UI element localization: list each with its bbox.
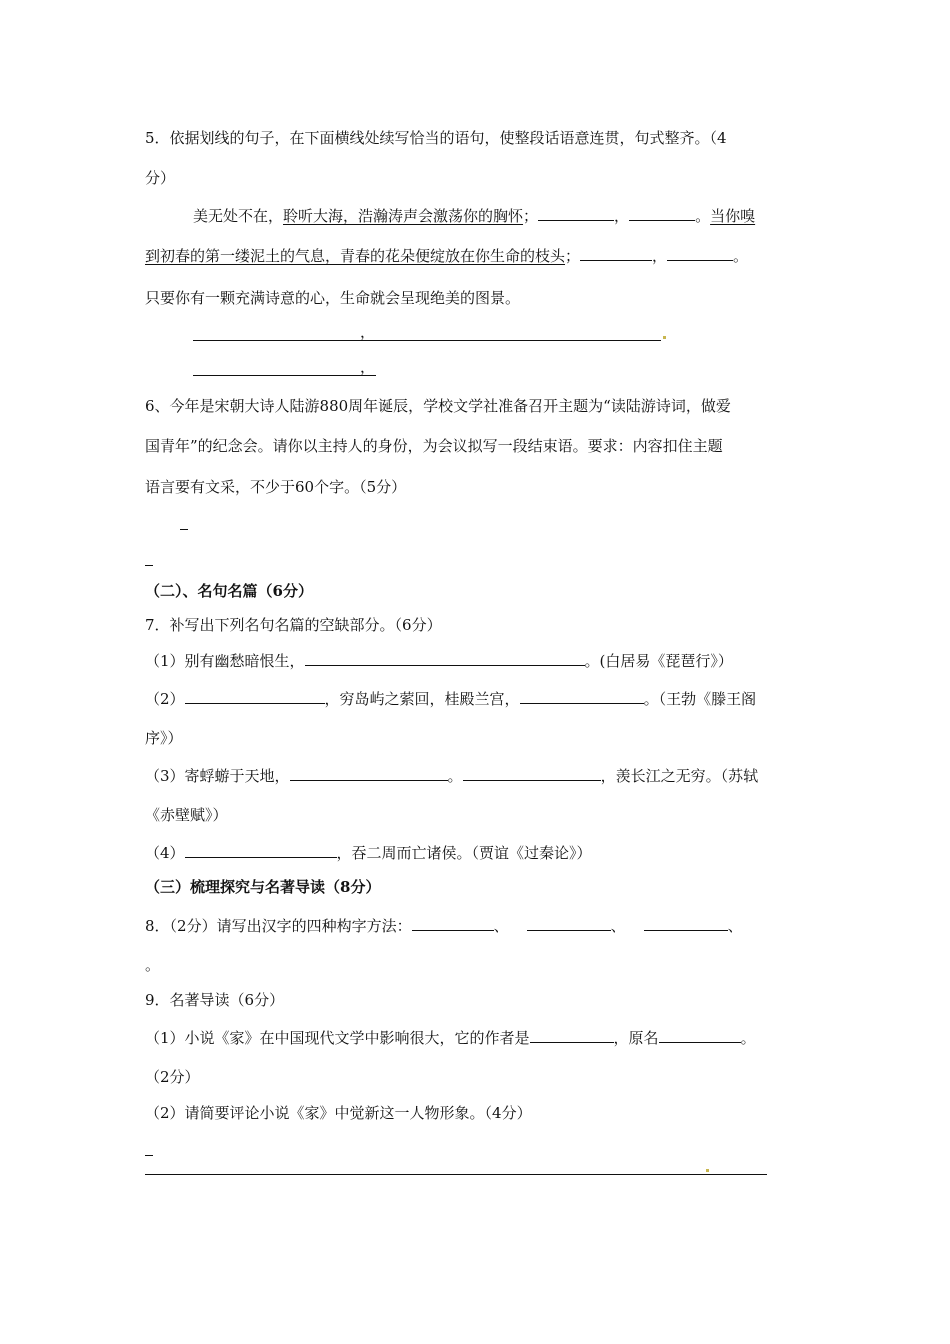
q5-text: ；: [565, 247, 581, 265]
q9-text: ，原名: [613, 1029, 659, 1047]
q5-blank-3[interactable]: [580, 246, 652, 261]
q5-underlined-sentence-2b: 到初春的第一缕泥土的气息，青春的花朵便绽放在你生命的枝头: [145, 247, 566, 265]
q8-blank-3[interactable]: [644, 916, 728, 931]
section-3-title: （三）梳理探究与名著导读（8分）: [145, 878, 381, 896]
q7-text: 。(白居易《琵琶行》）: [584, 652, 733, 670]
q9-text: （1）小说《家》在中国现代文学中影响很大，它的作者是: [145, 1029, 530, 1047]
q7-blank-2[interactable]: [185, 689, 325, 704]
q8-sep: 、: [727, 917, 743, 935]
q6-line3: 语言要有文采，不少于60个字。（5分）: [145, 478, 407, 496]
q5-text: ；: [523, 207, 539, 225]
q7-item-3-cont: 《赤壁赋》）: [145, 806, 228, 824]
q7-item-2-cont: 序》）: [145, 729, 183, 747]
q7-title: 7．补写出下列名句名篇的空缺部分。（6分）: [145, 616, 442, 634]
q7-text: 。: [447, 767, 463, 785]
q9-title: 9．名著导读（6分）: [145, 991, 285, 1009]
q6-answer-mark-1: [180, 529, 188, 530]
q6-answer-mark-2: [145, 565, 153, 566]
q6-line1: 6、今年是宋朝大诗人陆游880周年诞辰，学校文学社准备召开主题为“读陆游诗词，做爱: [145, 397, 731, 415]
q9-blank-author[interactable]: [530, 1028, 614, 1043]
q5-text: ，: [614, 207, 630, 225]
q9-blank-original-name[interactable]: [659, 1028, 741, 1043]
q7-item-1: [145, 651, 733, 671]
q5-line2: 分）: [145, 169, 176, 187]
q5-paragraph-line1: [193, 206, 755, 226]
q7-item-3: [145, 766, 758, 786]
q9-item-1: [145, 1028, 756, 1048]
q7-text: （3）寄蜉蝣于天地，: [145, 767, 290, 785]
section-2-title: （二）、名句名篇（6分）: [145, 582, 313, 600]
q9-item-2: （2）请简要评论小说《家》中觉新这一人物形象。（4分）: [145, 1104, 532, 1122]
q8-blank-2[interactable]: [527, 916, 611, 931]
q9-item-1-points: （2分）: [145, 1068, 200, 1086]
q9-answer-line[interactable]: [145, 1174, 767, 1175]
q5-text: 。: [695, 207, 711, 225]
q5-blank-2[interactable]: [629, 206, 695, 221]
q5-paragraph-line3: 只要你有一颗充满诗意的心，生命就会呈现绝美的图景。: [145, 289, 521, 307]
q7-text: （4）: [145, 844, 185, 862]
q7-blank-1[interactable]: [305, 651, 585, 666]
q7-text: ，吞二周而亡诸侯。（贾谊《过秦论》）: [336, 844, 592, 862]
q7-item-4: [145, 843, 592, 863]
q5-underlined-sentence-1: 聆听大海，浩瀚涛声会激荡你的胸怀: [283, 207, 524, 225]
q5-line1: 5．依据划线的句子，在下面横线处续写恰当的语句，使整段话语意连贯，句式整齐。（4: [145, 129, 727, 147]
q8-blank-1[interactable]: [412, 916, 494, 931]
q5-text: ，: [652, 247, 668, 265]
q9-marker-dot: [706, 1169, 709, 1172]
q8-end: 。: [145, 956, 161, 974]
q9-text: 。: [740, 1029, 756, 1047]
q8-text: 8．（2分）请写出汉字的四种构字方法：: [145, 917, 412, 935]
q5-paragraph-line2: [145, 246, 748, 266]
q8-sep: 、: [493, 917, 509, 935]
q7-text: （2）: [145, 690, 185, 708]
q7-blank-6[interactable]: [185, 843, 337, 858]
q7-blank-4[interactable]: [290, 766, 448, 781]
q5-answer-comma-1: ，: [360, 323, 376, 341]
q5-text: 。: [733, 247, 749, 265]
q5-marker-dot: [663, 336, 666, 339]
q5-blank-1[interactable]: [538, 206, 614, 221]
q6-line2: 国青年”的纪念会。请你以主持人的身份，为会议拟写一段结束语。要求：内容扣住主题: [145, 437, 723, 455]
q5-blank-4[interactable]: [667, 246, 733, 261]
q7-text: 。（王勃《滕王阁: [643, 690, 757, 708]
q5-underlined-sentence-2a: 当你嗅: [710, 207, 756, 225]
q8-line: [145, 916, 743, 936]
q7-text: ，羡长江之无穷。（苏轼: [600, 767, 759, 785]
q7-blank-3[interactable]: [520, 689, 644, 704]
q7-blank-5[interactable]: [463, 766, 601, 781]
q5-answer-line-2[interactable]: [193, 375, 376, 376]
q7-text: ，穷岛屿之萦回，桂殿兰宫，: [324, 690, 520, 708]
q8-sep: 、: [610, 917, 626, 935]
q5-answer-line-1[interactable]: [193, 340, 661, 341]
q9-answer-mark: [145, 1155, 153, 1156]
q7-text: （1）别有幽愁暗恨生，: [145, 652, 305, 670]
q5-answer-comma-2: ，: [360, 358, 376, 376]
q5-text: 美无处不在，: [193, 207, 284, 225]
q7-item-2: [145, 689, 756, 709]
